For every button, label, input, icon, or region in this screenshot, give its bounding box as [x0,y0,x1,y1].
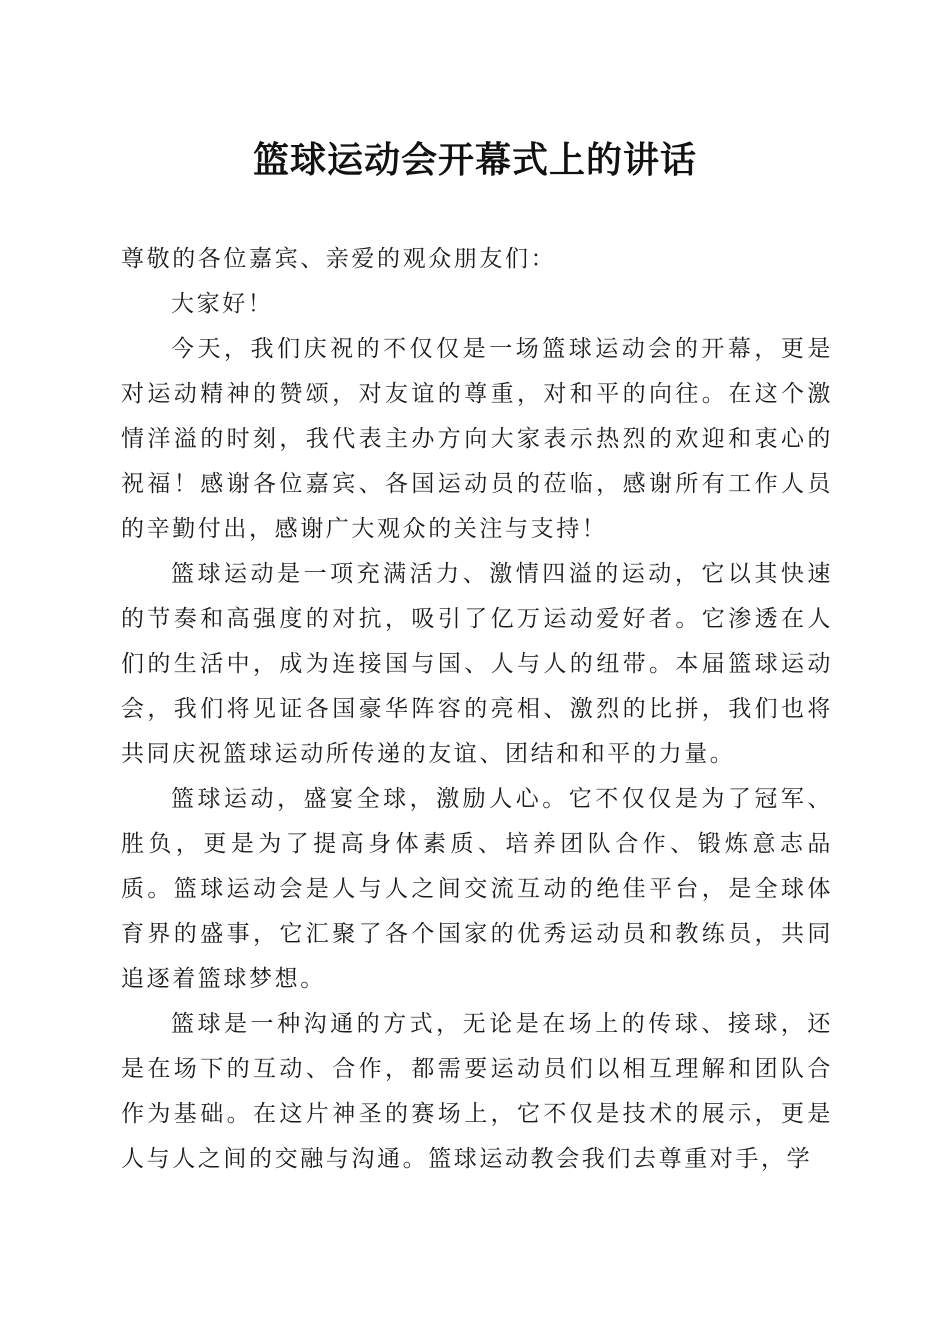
paragraph-greeting: 大家好！ [171,291,274,317]
paragraph-2: 篮球运动是一项充满活力、激情四溢的运动，它以其快速的节奏和高强度的对抗，吸引了亿万运动爱好者。它渗透在人们的生活中，成为连接国与国、人与人的纽带。本届篮球运动会，我们将见证各国豪华阵容的亮相、激烈的比拼，我们也将共同庆祝篮球运动所传递的友谊、团结和和平的力量。 [121,561,833,767]
paragraph-1: 今天，我们庆祝的不仅仅是一场篮球运动会的开幕，更是对运动精神的赞颂，对友谊的尊重，对和平的向往。在这个激情洋溢的时刻，我代表主办方向大家表示热烈的欢迎和衷心的祝福！感谢各位嘉宾、各国运动员的莅临，感谢所有工作人员的辛勤付出，感谢广大观众的关注与支持！ [121,336,833,542]
paragraph-3: 篮球运动，盛宴全球，激励人心。它不仅仅是为了冠军、胜负，更是为了提高身体素质、培养团队合作、锻炼意志品质。篮球运动会是人与人之间交流互动的绝佳平台，是全球体育界的盛事，它汇聚了各个国家的优秀运动员和教练员，共同追逐着篮球梦想。 [121,786,833,992]
paragraph-4: 篮球是一种沟通的方式，无论是在场上的传球、接球，还是在场下的互动、合作，都需要运动员们以相互理解和团队合作为基础。在这片神圣的赛场上，它不仅是技术的展示，更是人与人之间的交融与沟通。篮球运动教会我们去尊重对手，学 [121,1011,833,1172]
salutation: 尊敬的各位嘉宾、亲爱的观众朋友们： [121,246,557,272]
document-title: 篮球运动会开幕式上的讲话 [252,139,697,181]
document-body [121,237,833,1182]
